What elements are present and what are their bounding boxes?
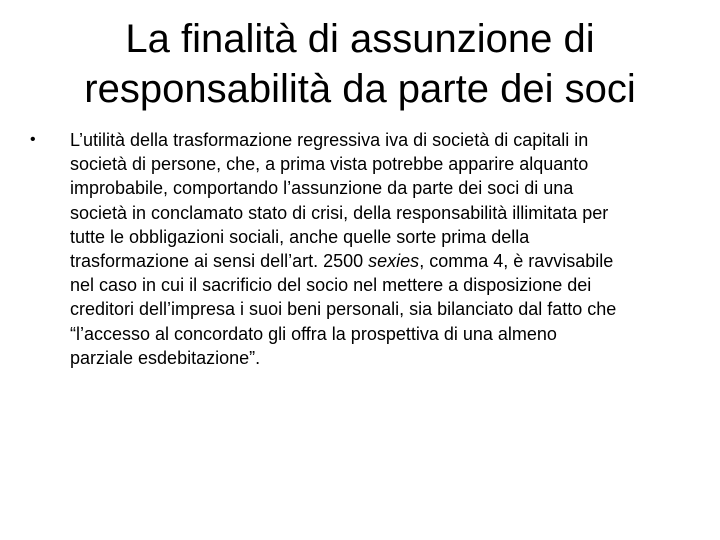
bullet-item (30, 128, 690, 370)
bullet-icon: • (30, 131, 36, 148)
bullet-text-line: “l’accesso al concordato gli offra la prospettiva di una almeno (70, 323, 557, 344)
bullet-text-line: parziale esdebitazione”. (70, 347, 261, 368)
bullet-text-line: improbabile, comportando l’assunzione da parte dei soci di una (70, 178, 574, 199)
bullet-text-line: società di persone, che, a prima vista potrebbe apparire alquanto (70, 154, 589, 175)
bullet-text-line: L’utilità della trasformazione regressiva iva di società di capitali in (70, 130, 589, 150)
bullet-text-line: creditori dell’impresa i suoi beni personali, sia bilanciato dal fatto che (70, 299, 617, 320)
bullet-text-line: nel caso in cui il sacrificio del socio nel mettere a disposizione dei (70, 275, 592, 296)
bullet-text-italic: sexies (368, 251, 420, 272)
slide-body (30, 128, 690, 370)
slide-title-line: responsabilità da parte dei soci (84, 67, 636, 111)
bullet-text-segment: trasformazione ai sensi dell’art. 2500 (70, 251, 369, 272)
slide-title-line: La finalità di assunzione di (125, 17, 595, 61)
slide-title (20, 14, 700, 114)
bullet-text-line (70, 249, 690, 273)
bullet-text-segment: , comma 4, è ravvisabile (419, 251, 614, 272)
bullet-text (70, 128, 690, 370)
bullet-text-line: società in conclamato stato di crisi, della responsabilità illimitata per (70, 202, 609, 223)
bullet-text-line: tutte le obbligazioni sociali, anche quelle sorte prima della (70, 226, 530, 247)
